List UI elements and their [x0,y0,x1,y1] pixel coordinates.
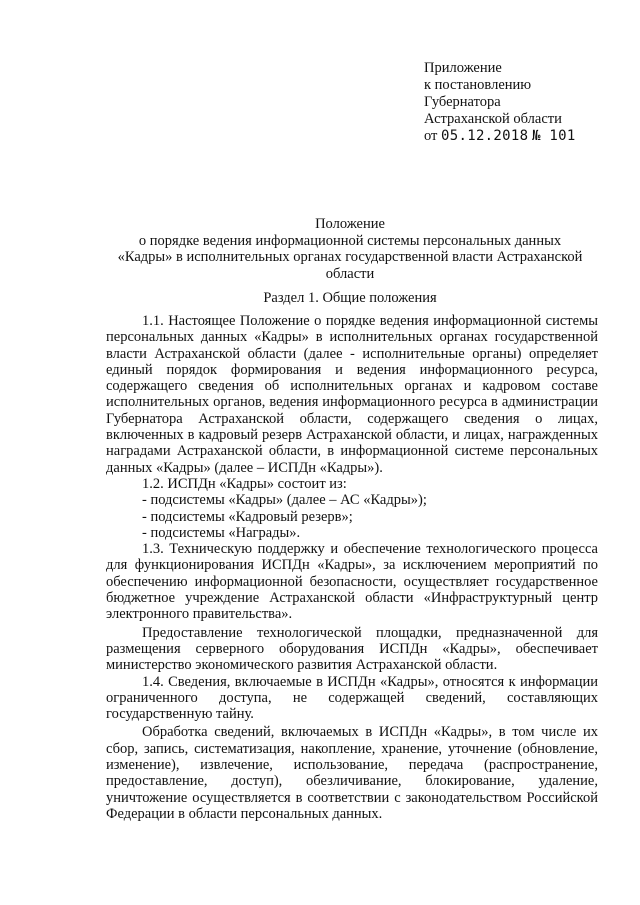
paragraph-1-4-continued: Обработка сведений, включаемых в ИСПДн «Кадры», в том числе их сбор, запись, систематизация, накопление, хранение, уточнение (обновление, изменение), извлечение, использование, передача (распространение, предоставление, доступ), обезличивание, блокирование, удаление, уничтожение осуществляется в соответствии с законодательством Российской Федерации в области персональных данных. [106,724,598,822]
appendix-line-1: Приложение [424,60,502,76]
appendix-line-4: Астраханской области [424,111,562,127]
appendix-date-line [424,128,576,145]
paragraph-1-3: 1.3. Техническую поддержку и обеспечение технологического процесса для функционирования ИСПДн «Кадры», за исключением мероприятий по обеспечению информационной безопасности, осуществляет государственное бюджетное учреждение Астраханской области «Инфраструктурный центр электронного правительства». [106,541,598,623]
paragraph-1-3-continued: Предоставление технологической площадки, предназначенной для размещения серверного оборудования ИСПДн «Кадры», обеспечивает министерство экономического развития Астраханской области. [106,624,598,674]
list-item-1: - подсистемы «Кадры» (далее – АС «Кадры»); [142,492,427,509]
section-heading: Раздел 1. Общие положения [263,290,437,306]
appendix-line-3: Губернатора [424,94,501,110]
title-line-1: Положение [315,216,385,232]
title-line-4: области [325,265,375,282]
appendix-line-2: к постановлению [424,77,532,93]
appendix-date: 05.12.2018 [441,128,529,144]
paragraph-1-4: 1.4. Сведения, включаемые в ИСПДн «Кадры», относятся к информации ограниченного доступа, не содержащей сведений, составляющих государственную тайну. [106,673,598,723]
appendix-date-prefix: от [424,128,438,144]
document-title [100,216,600,282]
title-line-3: «Кадры» в исполнительных органах государственной власти Астраханской [117,249,583,265]
document-body [106,313,598,822]
paragraph-1-1: 1.1. Настоящее Положение о порядке ведения информационной системы персональных данных «Кадры» в исполнительных органах государственной власти Астраханской области (далее - исполнительные органы) определяет единый порядок формирования и ведения информационного ресурса, содержащего сведения об исполнительных органах и кадровом составе исполнительных органов, ведения информационного ресурса в администрации Губернатора Астраханской области, содержащего сведения о лицах, включенных в кадровый резерв Астраханской области, и лицах, награжденных наградами Астраханской области, в информационной системе персональных данных «Кадры» (далее – ИСПДн «Кадры»). [106,313,598,476]
title-line-2: о порядке ведения информационной системы персональных данных [138,232,562,249]
list-item-3: - подсистемы «Награды». [142,524,301,541]
appendix-block [424,60,576,145]
paragraph-1-2: 1.2. ИСПДн «Кадры» состоит из: [142,475,347,492]
list-item-2: - подсистемы «Кадровый резерв»; [142,508,353,525]
appendix-number: № 101 [531,128,576,144]
